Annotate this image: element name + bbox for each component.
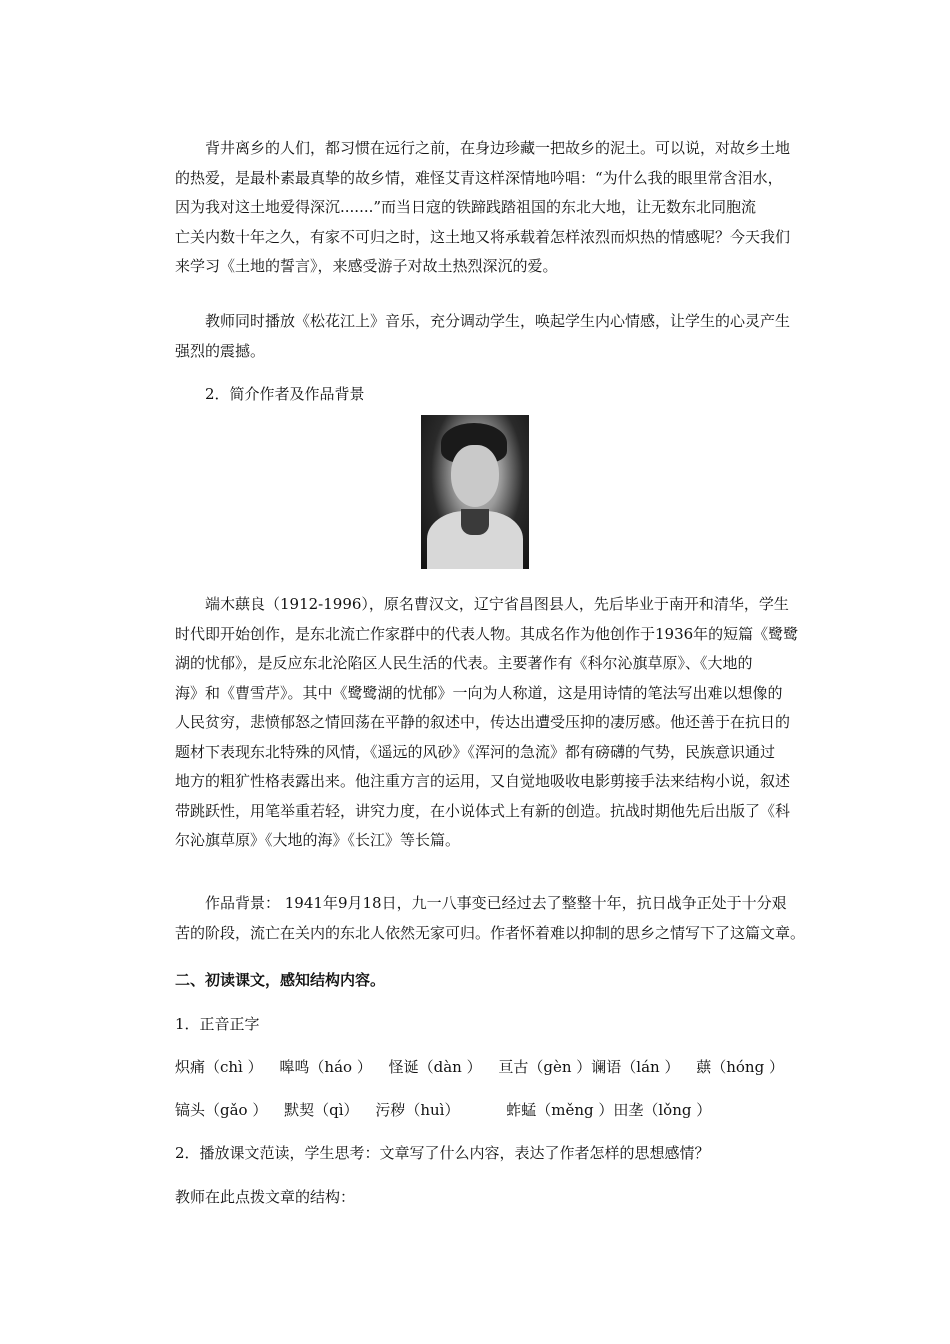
text-line: 地方的粗犷性格表露出来。他注重方言的运用，又自觉地吸收电影剪接手法来结构小说，叙述 [175, 772, 791, 790]
pinyin-item: 镐头（gǎo ） [175, 1101, 268, 1119]
text-line: 因为我对这土地爱得深沉.......”而当日寇的铁蹄践踏祖国的东北大地，让无数东北同胞流 [175, 198, 757, 216]
text-line: 强烈的震撼。 [175, 341, 266, 360]
pinyin-item: 蚱蜢（měng ）田垄（lǒng ） [476, 1101, 712, 1119]
pinyin-item: 怪诞（dàn ） [388, 1058, 482, 1076]
pinyin-item: 蕻（hóng ） [696, 1058, 784, 1076]
text-line: 尔沁旗草原》《大地的海》《长江》等长篇。 [175, 831, 461, 849]
text-line: 背井离乡的人们，都习惯在远行之前，在身边珍藏一把故乡的泥土。可以说，对故乡土地 [205, 139, 791, 157]
background-paragraph [175, 889, 815, 948]
text-line: 湖的忧郁》，是反应东北沦陷区人民生活的代表。主要著作有《科尔沁旗草原》、《大地的 [175, 654, 753, 672]
pinyin-item: 默契（qì） [284, 1101, 359, 1119]
author-portrait-image [421, 415, 529, 569]
text-line: 亡关内数十年之久，有家不可归之时，这土地又将承载着怎样浓烈而炽热的情感呢？今天我们 [175, 227, 791, 246]
intro-paragraph [175, 134, 815, 282]
question-2: 2．播放课文范读，学生思考：文章写了什么内容，表达了作者怎样的思想感情？ [175, 1144, 710, 1162]
pinyin-row-2 [175, 1099, 723, 1121]
text-line: 海》和《曹雪芹》。其中《鹭鹭湖的忧郁》一向为人称道，这是用诗情的笔法写出难以想像的 [175, 683, 783, 702]
text-line: 带跳跃性，用笔举重若轻，讲究力度，在小说体式上有新的创造。抗战时期他先后出版了《科 [175, 801, 791, 820]
text-line: 苦的阶段，流亡在关内的东北人依然无家可归。作者怀着难以抑制的思乡之情写下了这篇文章。 [175, 923, 806, 942]
music-paragraph [175, 307, 815, 366]
text-line: 来学习《土地的誓言》，来感受游子对故土热烈深沉的爱。 [175, 257, 558, 275]
teacher-note: 教师在此点拨文章的结构： [175, 1188, 356, 1206]
text-line: 人民贫穷，悲愤郁怒之情回荡在平静的叙述中，传达出遭受压抑的凄厉感。他还善于在抗日的 [175, 713, 791, 731]
section2-heading: 二、初读课文，感知结构内容。 [175, 971, 386, 989]
pinyin-row-1 [175, 1056, 796, 1078]
pinyin-item: 嗥鸣（háo ） [279, 1058, 372, 1076]
pinyin-item: 炽痛（chì ） [175, 1058, 263, 1076]
text-line: 的热爱，是最朴素最真挚的故乡情，难怪艾青这样深情地吟唱：“为什么我的眼里常含泪水， [175, 168, 783, 187]
author-heading: 2．简介作者及作品背景 [205, 385, 365, 403]
author-paragraph [175, 590, 815, 856]
text-line: 作品背景： 1941年9月18日，九一八事变已经过去了整整十年，抗日战争正处于十分艰 [205, 894, 787, 912]
text-line: 教师同时播放《松花江上》音乐，充分调动学生，唤起学生内心情感，让学生的心灵产生 [205, 312, 791, 330]
pinyin-item: 污秽（huì） [375, 1101, 460, 1119]
pinyin-heading: 1．正音正字 [175, 1015, 260, 1033]
pinyin-item: 亘古（gèn ）谰语（lán ） [498, 1058, 680, 1076]
text-line: 时代即开始创作，是东北流亡作家群中的代表人物。其成名作为他创作于1936年的短篇《鹭鹭 [175, 624, 799, 643]
text-line: 端木蕻良（1912-1996），原名曹汉文，辽宁省昌图县人，先后毕业于南开和清华，学生 [205, 595, 789, 613]
text-line: 题材下表现东北特殊的风情，《遥远的风砂》《浑河的急流》都有磅礴的气势，民族意识通过 [175, 742, 776, 761]
